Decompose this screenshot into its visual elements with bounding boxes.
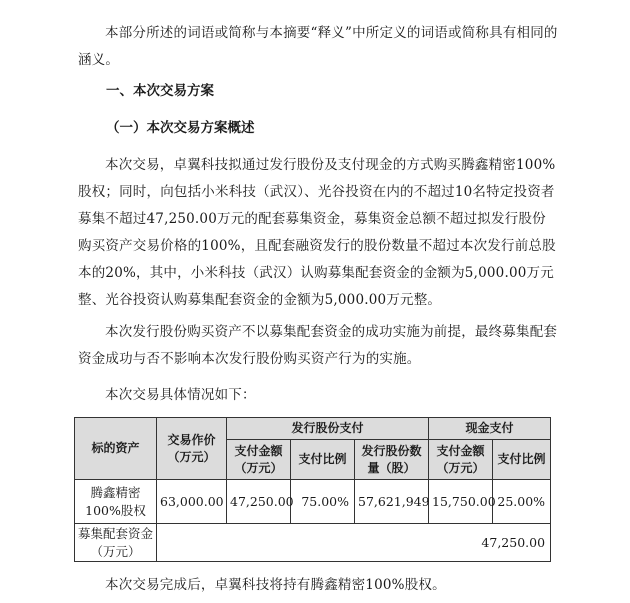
heading-transaction-plan: 一、本次交易方案	[106, 83, 214, 99]
cell-price: 63,000.00	[157, 480, 227, 524]
heading-plan-overview: （一）本次交易方案概述	[106, 120, 255, 136]
header-asset: 标的资产	[75, 418, 157, 480]
table-row	[75, 524, 551, 562]
header-cash-payment: 现金支付	[429, 418, 551, 440]
completion-paragraph: 本次交易完成后，卓翼科技将持有腾鑫精密100%股权。	[105, 577, 446, 593]
cell-fundraising-value: 47,250.00	[157, 524, 551, 562]
transaction-table	[74, 417, 551, 562]
header-price: 交易作价（万元）	[157, 418, 227, 480]
header-share-payment: 发行股份支付	[227, 418, 429, 440]
cell-cash-amount: 15,750.00	[429, 480, 493, 524]
intro-paragraph: 本部分所述的词语或简称与本摘要“释义”中所定义的词语或简称具有相同的涵义。	[78, 25, 558, 68]
cell-asset: 腾鑫精密100%股权	[75, 480, 157, 524]
header-cash-amount: 支付金额（万元）	[429, 440, 493, 480]
cell-share-amount: 47,250.00	[227, 480, 291, 524]
header-share-count: 发行股份数量（股）	[355, 440, 429, 480]
cell-share-ratio: 75.00%	[291, 480, 355, 524]
funding-paragraph: 本次发行股份购买资产不以募集配套资金的成功实施为前提，最终募集配套资金成功与否不影响本次发行股份购买资产行为的实施。	[78, 324, 558, 367]
details-intro-paragraph: 本次交易具体情况如下：	[105, 387, 256, 403]
cell-share-count: 57,621,949	[355, 480, 429, 524]
table-row	[75, 480, 551, 524]
header-cash-ratio: 支付比例	[493, 440, 551, 480]
header-share-amount: 支付金额（万元）	[227, 440, 291, 480]
cell-cash-ratio: 25.00%	[493, 480, 551, 524]
plan-paragraph: 本次交易，卓翼科技拟通过发行股份及支付现金的方式购买腾鑫精密100%股权；同时，向包括小米科技（武汉）、光谷投资在内的不超过10名特定投资者募集不超过47,250.00万元的配套募集资金，募集资金总额不超过拟发行股份购买资产交易价格的100%，且配套融资发行的股份数量不超过本次发行前总股本的20%，其中，小米科技（武汉）认购募集配套资金的金额为5,000.00万元整、光谷投资认购募集配套资金的金额为5,000.00万元整。	[78, 157, 556, 308]
cell-fundraising-label: 募集配套资金（万元）	[75, 524, 157, 562]
header-share-ratio: 支付比例	[291, 440, 355, 480]
